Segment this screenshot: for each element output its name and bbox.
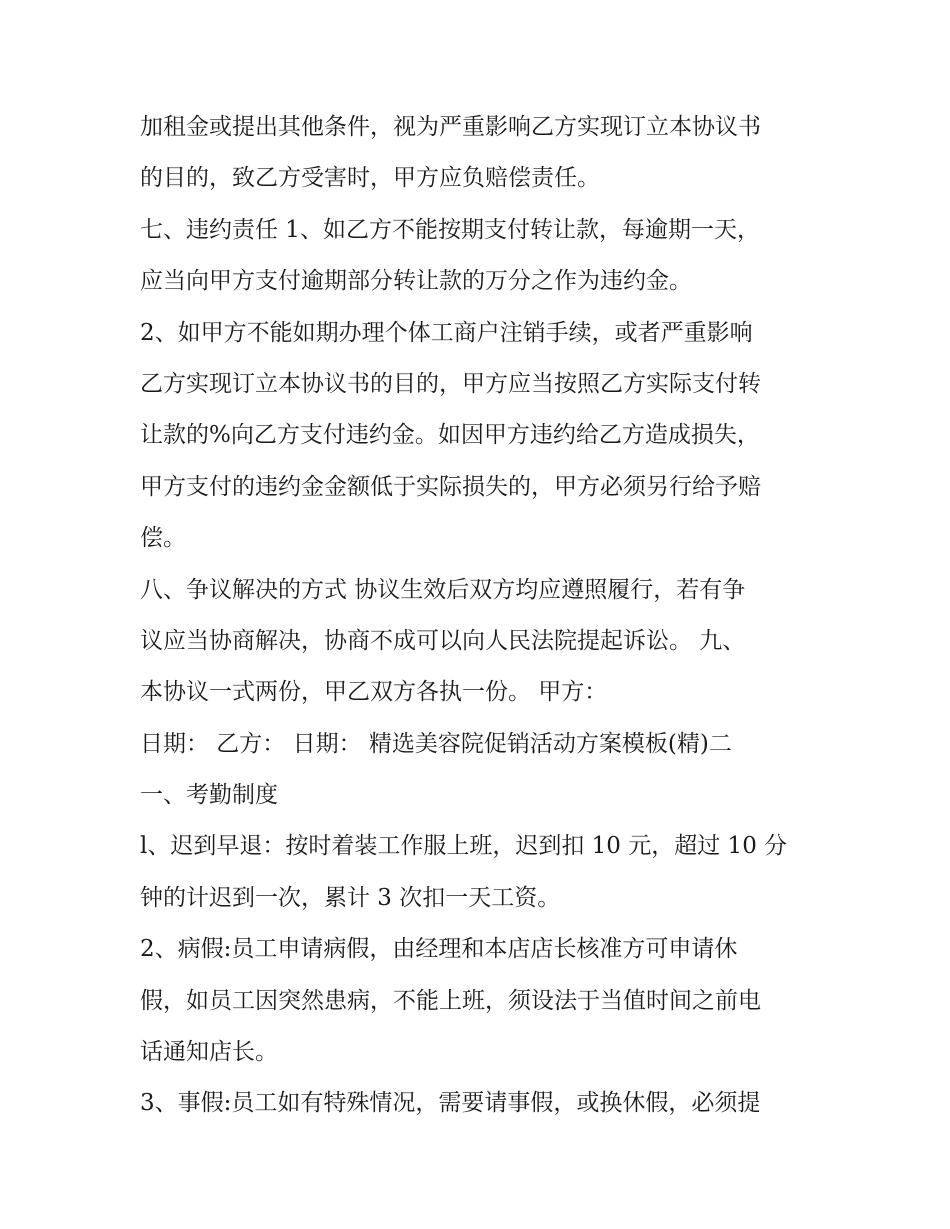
text-line: 2、病假:员工申请病假，由经理和本店店长核准方可申请休 (140, 936, 738, 963)
text-line: 议应当协商解决，协商不成可以向人民法院提起诉讼。 九、 (140, 627, 746, 654)
text-line: 甲方支付的违约金金额低于实际损失的，甲方必须另行给予赔 (140, 473, 761, 500)
text-line: 钟的计迟到一次，累计 3 次扣一天工资。 (140, 884, 561, 911)
text-line: 的目的，致乙方受害时，甲方应负赔偿责任。 (140, 165, 600, 192)
text-line: 八、争议解决的方式 协议生效后双方均应遵照履行，若有争 (140, 576, 746, 603)
text-line: 日期： 乙方： 日期： 精选美容院促销活动方案模板(精)二 (140, 730, 732, 757)
text-line: 假，如员工因突然患病，不能上班，须设法于当值时间之前电 (140, 987, 761, 1014)
text-line: 七、违约责任 1、如乙方不能按期支付转让款，每逾期一天， (140, 216, 760, 243)
text-line: l、迟到早退：按时着装工作服上班，迟到扣 10 元，超过 10 分 (140, 833, 788, 860)
text-line: 2、如甲方不能如期办理个体工商户注销手续，或者严重影响 (140, 319, 753, 346)
text-line: 让款的%向乙方支付违约金。如因甲方违约给乙方造成损失， (140, 422, 760, 449)
text-line: 偿。 (140, 525, 186, 552)
text-line: 本协议一式两份，甲乙双方各执一份。 甲方： (140, 679, 608, 706)
text-line: 乙方实现订立本协议书的目的，甲方应当按照乙方实际支付转 (140, 370, 761, 397)
text-line: 加租金或提出其他条件，视为严重影响乙方实现订立本协议书 (140, 114, 761, 140)
section-heading: 一、考勤制度 (140, 782, 278, 809)
text-line: 应当向甲方支付逾期部分转让款的万分之作为违约金。 (140, 268, 692, 295)
document-body (140, 102, 820, 1130)
text-line: 话通知店长。 (140, 1039, 278, 1066)
text-line: 3、事假:员工如有特殊情况，需要请事假，或换休假，必须提 (140, 1090, 761, 1117)
